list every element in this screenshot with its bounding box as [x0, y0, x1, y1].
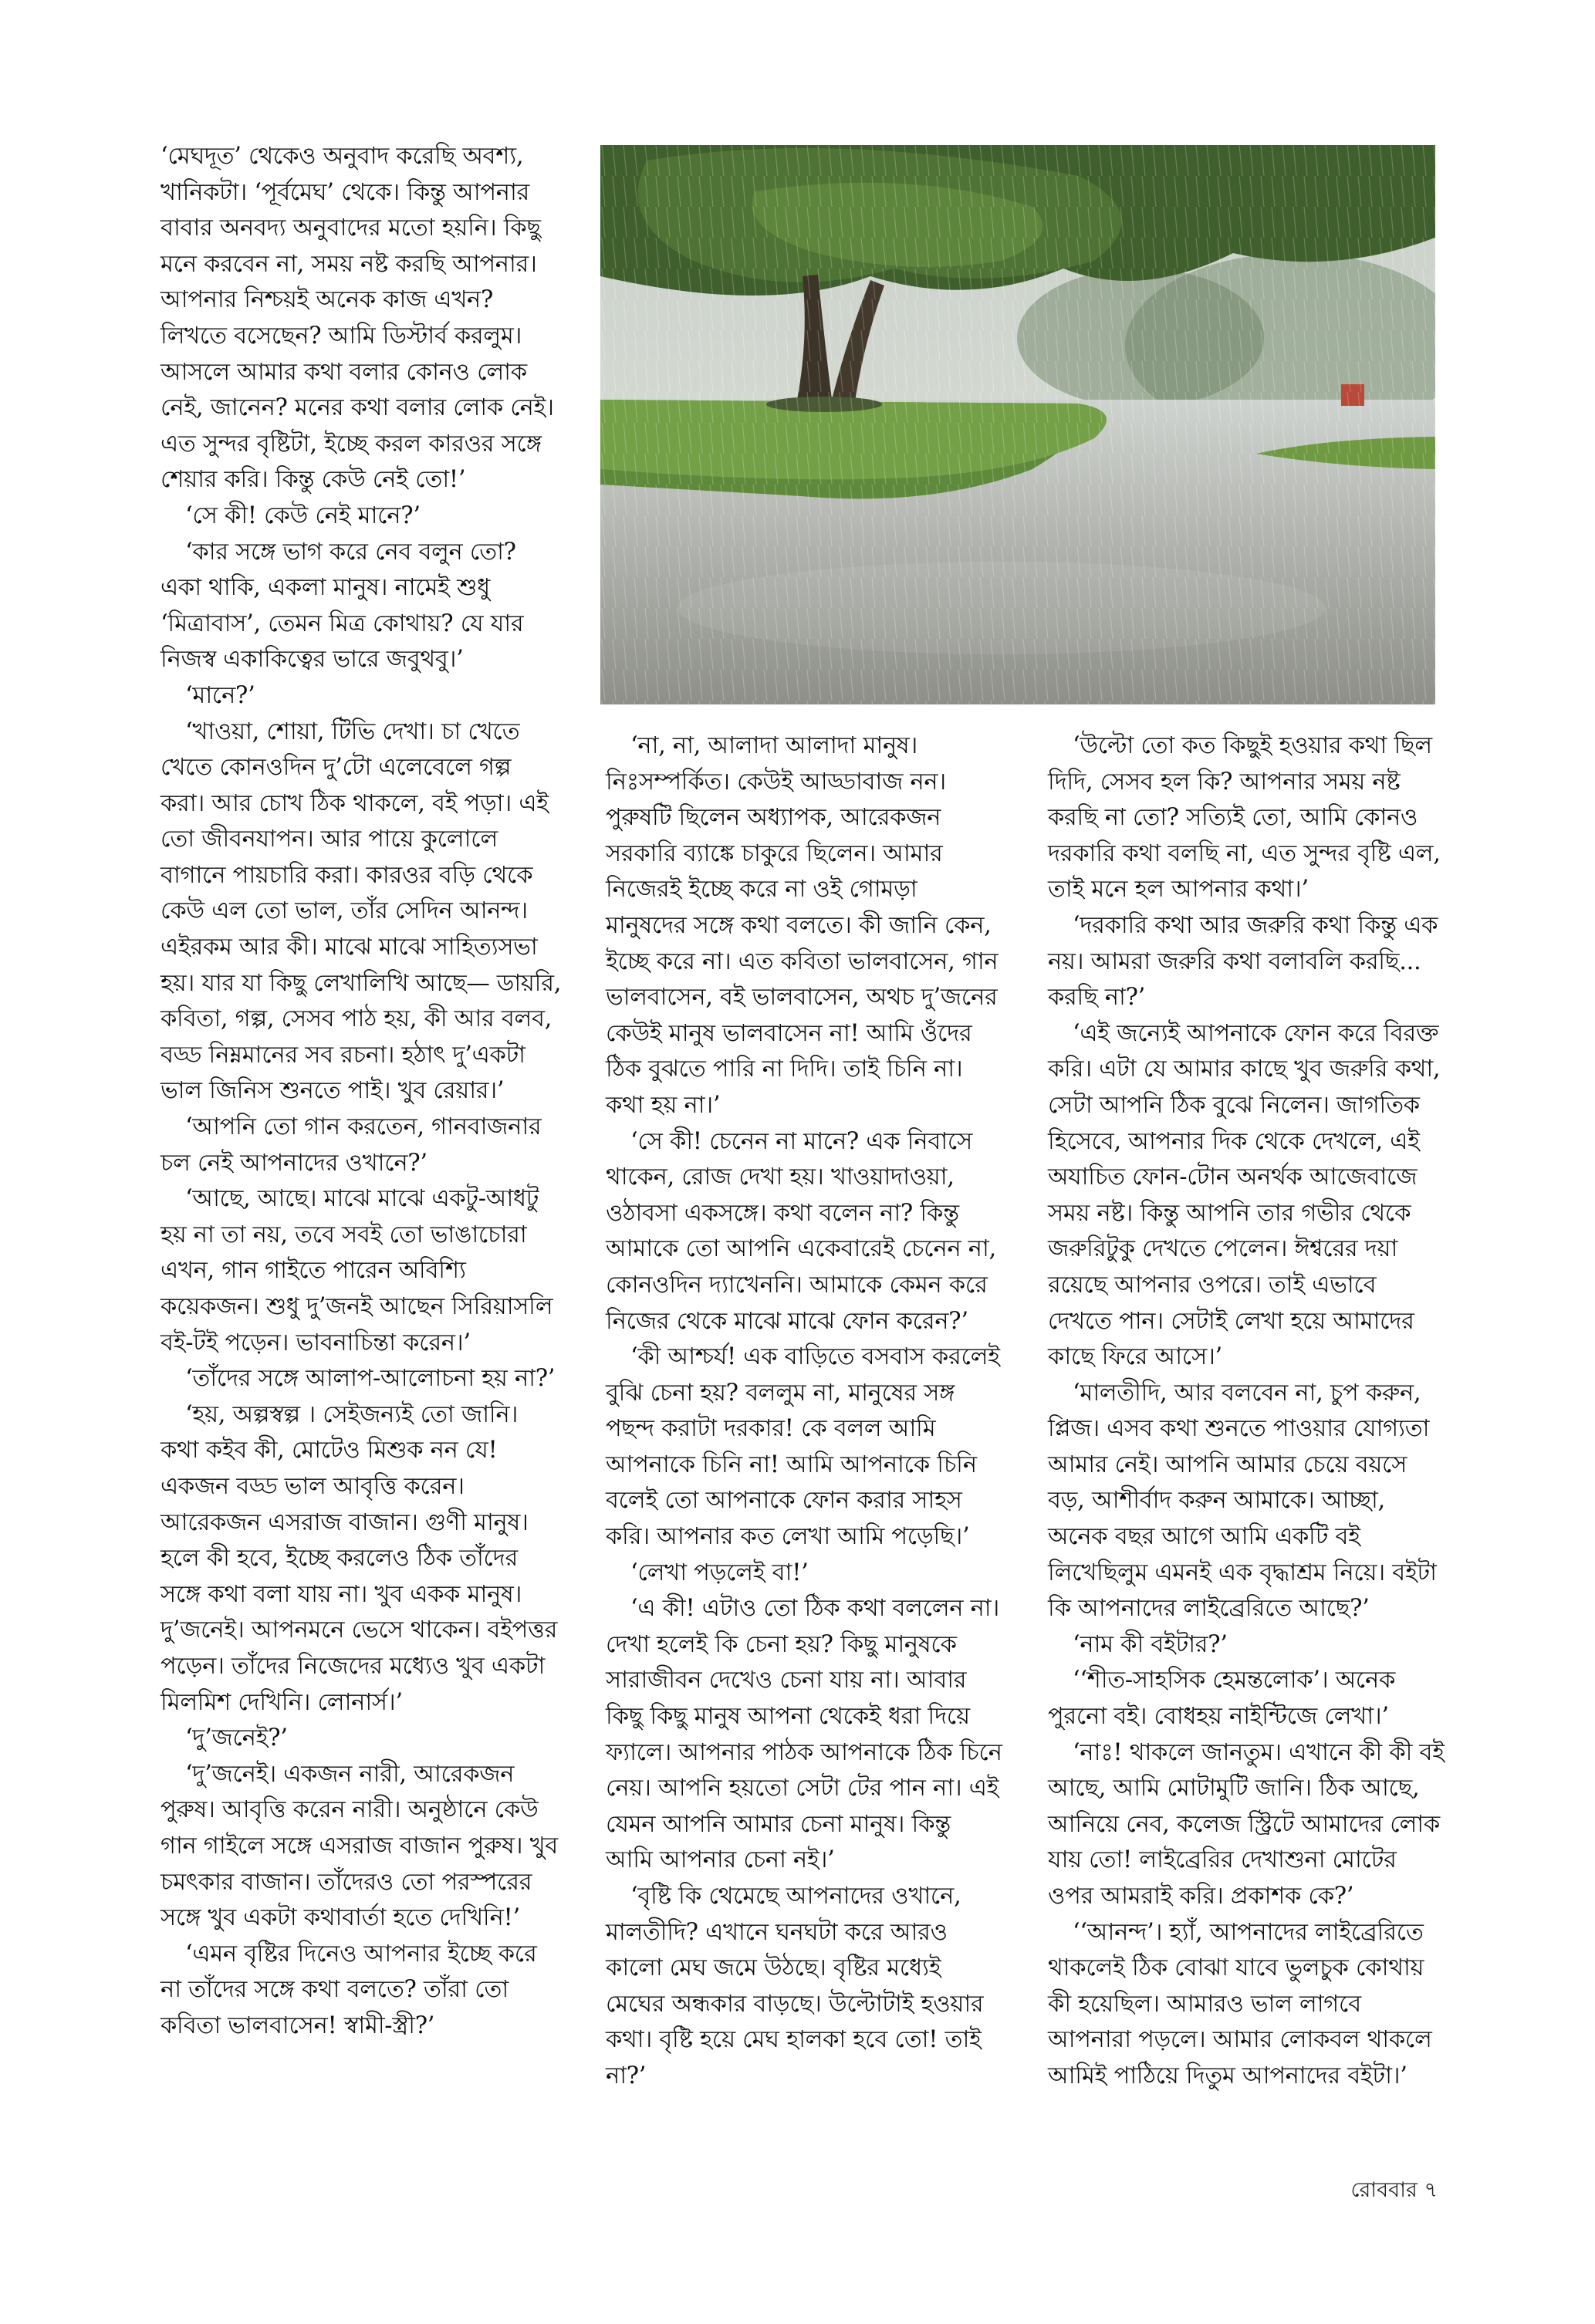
paragraph: ‘কী আশ্চর্য! এক বাড়িতে বসবাস করলেই বুঝি চেনা হয়? বললুম না, মানুষের সঙ্গ পছন্দ করাটা দরকার! কে বলল আমি আপনাকে চিনি না! আমি আপনাকে চিনি বলেই তো আপনাকে ফোন করার সাহস করি। আপনার কত লেখা আমি পড়েছি।’ — [606, 1343, 1000, 1551]
paragraph: ‘এই জন্যেই আপনাকে ফোন করে বিরক্ত করি। এটা যে আমার কাছে খুব জরুরি কথা, সেটা আপনি ঠিক বুঝে নিলেন। জাগতিক হিসেবে, আপনার দিক থেকে দেখলে, এই অযাচিত ফোন-টোন অনর্থক আজেবাজে সময় নষ্ট। কিন্তু আপনি তার গভীর থেকে জরুরিটুকু দেখতে পেলেন। ঈশ্বরের দয়া রয়েছে আপনার ওপরে। তাই এভাবে দেখতে পান। সেটাই লেখা হয়ে আমাদের কাছে ফিরে আসে।’ — [1048, 1019, 1441, 1371]
paragraph: ‘হয়, অল্পস্বল্প । সেইজন্যই তো জানি। কথা কইব কী, মোটেও মিশুক নন যে! একজন বড্ড ভাল আবৃত্তি করেন। আরেকজন এসরাজ বাজান। গুণী মানুষ। হলে কী হবে, ইচ্ছে করলেও ঠিক তাঁদের সঙ্গে কথা বলা যায় না। খুব একক মানুষ। দু’জনেই। আপনমনে ভেসে থাকেন। বইপত্তর পড়েন। তাঁদের নিজেদের মধ্যেও খুব একটা মিলমিশ দেখিনি। লোনার্স।’ — [161, 1400, 558, 1716]
paragraph: ‘‘শীত-সাহসিক হেমন্তলোক’। অনেক পুরনো বই। বোধহয় নাইন্টিজে লেখা।’ — [1048, 1667, 1396, 1731]
paragraph: ‘নাঃ! থাকলে জানতুম। এখানে কী কী বই আছে, আমি মোটামুটি জানি। ঠিক আছে, আনিয়ে নেব, কলেজ স্ট্রিটে আমাদের লোক যায় তো! লাইব্রেরির দেখাশুনা মোটের ওপর আমরাই করি। প্রকাশক কে?’ — [1048, 1738, 1445, 1910]
paragraph: ‘দু’জনেই?’ — [185, 1724, 288, 1752]
paragraph: ‘লেখা পড়লেই বা!’ — [630, 1559, 809, 1586]
rain-photo — [600, 145, 1435, 704]
paragraph: ‘এমন বৃষ্টির দিনেও আপনার ইচ্ছে করে না তাঁদের সঙ্গে কথা বলতে? তাঁরা তো কবিতা ভালবাসেন! স্বামী-স্ত্রী?’ — [161, 1940, 537, 2039]
paragraph: ‘সে কী! কেউ নেই মানে?’ — [185, 502, 421, 529]
column-3 — [1048, 728, 1445, 2095]
paragraph: ‘দরকারি কথা আর জরুরি কথা কিন্তু এক নয়। আমরা জরুরি কথা বলাবলি করছি... করছি না?’ — [1048, 911, 1438, 1012]
paragraph: ‘আপনি তো গান করতেন, গানবাজনার চল নেই আপনাদের ওখানে?’ — [161, 1113, 542, 1177]
paragraph: ‘সে কী! চেনেন না মানে? এক নিবাসে থাকেন, রোজ দেখা হয়। খাওয়াদাওয়া, ওঠাবসা একসঙ্গে। কথা বলেন না? কিন্তু আমাকে তো আপনি একেবারেই চেনেন না, কোনওদিন দ্যাখেননি। আমাকে কেমন করে নিজের থেকে মাঝে মাঝে ফোন করেন?’ — [606, 1127, 996, 1335]
paragraph: ‘তাঁদের সঙ্গে আলাপ-আলোচনা হয় না?’ — [185, 1365, 556, 1393]
paragraph: ‘খাওয়া, শোয়া, টিভি দেখা। চা খেতে খেতে কোনওদিন দু’টো এলেবেলে গল্প করা। আর চোখ ঠিক থাকলে, বই পড়া। এই তো জীবনযাপন। আর পায়ে কুলোলে বাগানে পায়চারি করা। কারওর বড়ি থেকে কেউ এল তো ভাল, তাঁর সেদিন আনন্দ। এইরকম আর কী। মাঝে মাঝে সাহিত্যসভা হয়। যার যা কিছু লেখালিখি আছে— ডায়রি, কবিতা, গল্প, সেসব পাঠ হয়, কী আর বলব, বড্ড নিম্নমানের সব রচনা। হঠাৎ দু’একটা ভাল জিনিস শুনতে পাই। খুব রেয়ার।’ — [161, 718, 562, 1105]
paragraph: ‘উল্টো তো কত কিছুই হওয়ার কথা ছিল দিদি, সেসব হল কি? আপনার সময় নষ্ট করছি না তো? সত্যিই তো, আমি কোনও দরকারি কথা বলছি না, এত সুন্দর বৃষ্টি এল, তাই মনে হল আপনার কথা।’ — [1048, 732, 1441, 904]
paragraph: ‘মালতীদি, আর বলবেন না, চুপ করুন, প্লিজ। এসব কথা শুনতে পাওয়ার যোগ্যতা আমার নেই। আপনি আমার চেয়ে বয়সে বড়, আশীর্বাদ করুন আমাকে। আচ্ছা, অনেক বছর আগে আমি একটি বই লিখেছিলুম এমনই এক বৃদ্ধাশ্রম নিয়ে। বইটা কি আপনাদের লাইব্রেরিতে আছে?’ — [1048, 1379, 1437, 1623]
paragraph: ‘‘আনন্দ’। হ্যাঁ, আপনাদের লাইব্রেরিতে থাকলেই ঠিক বোঝা যাবে ভুলচুক কোথায় কী হয়েছিল। আমারও ভাল লাগবে আপনারা পড়লে। আমার লোকবল থাকলে আমিই পাঠিয়ে দিতুম আপনাদের বইটা।’ — [1048, 1918, 1432, 2089]
page-footer: রোববার ৭ — [1350, 2178, 1438, 2202]
paragraph: ‘আছে, আছে। মাঝে মাঝে একটু-আধটু হয় না তা নয়, তবে সবই তো ভাঙাচোরা এখন, গান গাইতে পারেন অবিশ্যি কয়েকজন। শুধু দু’জনই আছেন সিরিয়াসলি বই-টই পড়েন। ভাবনাচিন্তা করেন।’ — [161, 1185, 553, 1356]
paragraph: ‘এ কী! এটাও তো ঠিক কথা বললেন না। দেখা হলেই কি চেনা হয়? কিছু মানুষকে সারাজীবন দেখেও চেনা যায় না। আবার কিছু কিছু মানুষ আপনা থেকেই ধরা দিয়ে ফ্যালে। আপনার পাঠক আপনাকে ঠিক চিনে নেয়। আপনি হয়তো সেটা টের পান না। এই যেমন আপনি আমার চেনা মানুষ। কিন্তু আমি আপনার চেনা নই।’ — [606, 1595, 1002, 1874]
paragraph: ‘বৃষ্টি কি থেমেছে আপনাদের ওখানে, মালতীদি? এখানে ঘনঘটা করে আরও কালো মেঘ জমে উঠছে। বৃষ্টির মধ্যেই মেঘের অন্ধকার বাড়ছে। উল্টোটাই হওয়ার কথা। বৃষ্টি হয়ে মেঘ হালকা হবে তো! তাই না?’ — [606, 1883, 984, 2089]
paragraph: ‘নাম কী বইটার?’ — [1073, 1630, 1228, 1658]
paragraph: ‘কার সঙ্গে ভাগ করে নেব বলুন তো? একা থাকি, একলা মানুষ। নামেই শুধু ‘মিত্রাবাস’, তেমন মিত্র কোথায়? যে যার নিজস্ব একাকিত্বের ভারে জবুথবু।’ — [161, 538, 524, 674]
paragraph: ‘মেঘদূত’ থেকেও অনুবাদ করেছি অবশ্য, খানিকটা। ‘পূর্বমেঘ’ থেকে। কিন্তু আপনার বাবার অনবদ্য অনুবাদের মতো হয়নি। কিছু মনে করবেন না, সময় নষ্ট করছি আপনার। আপনার নিশ্চয়ই অনেক কাজ এখন? লিখতে বসেছেন? আমি ডিস্টার্ব করলুম। আসলে আমার কথা বলার কোনও লোক নেই, জানেন? মনের কথা বলার লোক নেই। এত সুন্দর বৃষ্টিটা, ইচ্ছে করল কারওর সঙ্গে শেয়ার করি। কিন্তু কেউ নেই তো!’ — [161, 143, 554, 494]
column-1 — [161, 139, 562, 2044]
paragraph: ‘না, না, আলাদা আলাদা মানুষ। নিঃসম্পর্কিত। কেউই আড্ডাবাজ নন। পুরুষটি ছিলেন অধ্যাপক, আরেকজন সরকারি ব্যাঙ্কে চাকুরে ছিলেন। আমার নিজেরই ইচ্ছে করে না ওই গোমড়া মানুষদের সঙ্গে কথা বলতে। কী জানি কেন, ইচ্ছে করে না। এত কবিতা ভালবাসেন, গান ভালবাসেন, বই ভালবাসেন, অথচ দু’জনের কেউই মানুষ ভালবাসেন না! আমি ওঁদের ঠিক বুঝতে পারি না দিদি। তাই চিনি না। কথা হয় না।’ — [606, 732, 999, 1119]
paragraph: ‘মানে?’ — [185, 681, 255, 709]
paragraph: ‘দু’জনেই। একজন নারী, আরেকজন পুরুষ। আবৃত্তি করেন নারী। অনুষ্ঠানে কেউ গান গাইলে সঙ্গে এসরাজ বাজান পুরুষ। খুব চমৎকার বাজান। তাঁদেরও তো পরস্পরের সঙ্গে খুব একটা কথাবার্তা হতে দেখিনি!’ — [161, 1760, 558, 1932]
column-2 — [606, 728, 1003, 2095]
